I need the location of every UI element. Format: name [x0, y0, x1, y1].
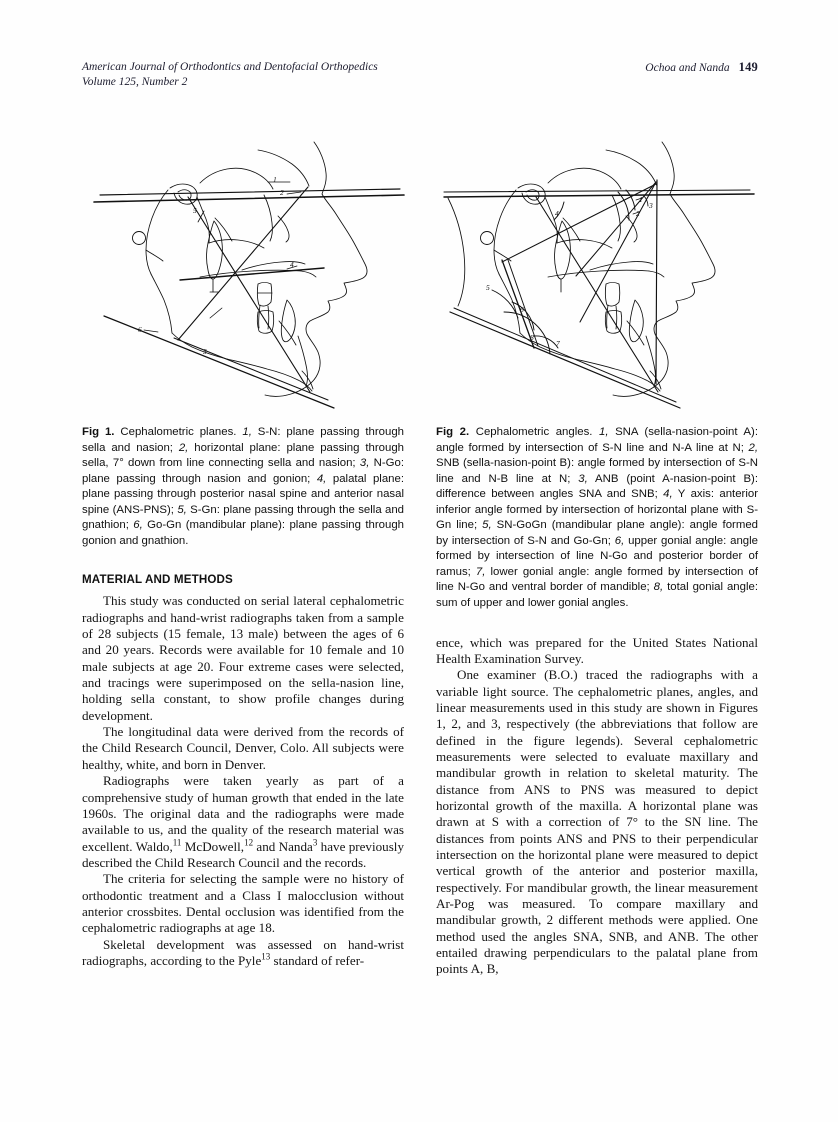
figure-2-angle-label-7: 7	[556, 339, 560, 348]
figure-2-angle-label-5: 5	[486, 283, 490, 292]
figure-2-angle-label-8: 8	[530, 333, 534, 342]
figure-1-plane-label-2: 2	[280, 188, 284, 197]
figure-1-plane-label-6: 6	[138, 325, 142, 334]
authors-running-head: Ochoa and Nanda	[645, 62, 730, 74]
figure-2-angle-label-1: 1	[639, 195, 643, 204]
journal-title: American Journal of Orthodontics and Dentofacial Orthopedics	[82, 61, 378, 73]
figure-2-caption: Fig 2. Cephalometric angles. 1, SNA (sella-nasion-point A): angle formed by intersection of S-N line and N-A line at N; 2, SNB (sella-nasion-point B): angle formed by intersection of S-N line and N-B line at N; 3, ANB (point A-nasion-point B): difference between angles SNA and SNB; 4, Y axis: anterior inferior angle formed by intersection of horizontal plane with S-Gn line; 5, SN-GoGn (mandibular plane angle): angle formed by intersection of S-N and Go-Gn; 6, upper gonial angle: angle formed by intersection of line N-Go and posterior border of ramus; 7, lower gonial angle: angle formed by intersection of line N-Go and ventral border of mandible; 8, total gonial angle: sum of upper and lower gonial angles.	[436, 426, 758, 610]
paragraph: ence, which was prepared for the United States National Health Examination Survey.	[436, 634, 758, 666]
column-gap	[436, 612, 758, 635]
authors-and-page	[645, 60, 758, 76]
figure-2-angle-label-2: 2	[636, 209, 640, 218]
paragraph: One examiner (B.O.) traced the radiographs with a variable light source. The cephalometric planes, angles, and linear measurements used in this study are shown in Figures 1, 2, and 3, respectively (the abbreviations that follow are defined in the figure legends). Several cephalometric measurements were selected to evaluate maxillary and mandibular growth in relation to skeletal maturity. The distance from ANS to PNS was measured to depict horizontal growth of the maxilla. A horizontal plane was drawn at S with a correction of 7° to the SN line. The distances from points ANS and PNS to their perpendicular intersection on the horizontal plane were measured to depict vertical growth of the anterior and posterior maxilla, respectively. For mandibular growth, the linear measurement Ar-Pog was measured. To compare maxillary and mandibular growth, 2 different methods were applied. One method used the angles SNA, SNB, and ANB. The other entailed drawing perpendiculars to the palatal plane from points A, B,	[436, 667, 758, 977]
paragraph: Radiographs were taken yearly as part of a comprehensive study of human growth that ended in the late 1960s. The original data and the radiographs were made available to us, and the quality of the research material was excellent. Waldo,$^{11}$ McDowell,$^{12}$ and Nanda$^3$ have previously described the Child Research Council and the records.	[82, 773, 404, 870]
right-column	[436, 425, 758, 978]
paragraph: The longitudinal data were derived from the records of the Child Research Council, Denver, Colo. All subjects were healthy, white, and born in Denver.	[82, 724, 404, 772]
figure-1-image	[82, 140, 418, 415]
figure-1-caption: Fig 1. Cephalometric planes. 1, S-N: plane passing through sella and nasion; 2, horizontal plane: plane passing through sella, 7° down from line connecting sella and nasion; 3, N-Go: plane passing through nasion and gonion; 4, palatal plane: plane passing through posterior nasal spine and anterior nasal spine (ANS-PNS); 5, S-Gn: plane passing through the sella and gnathion; 6, Go-Gn (mandibular plane): plane passing through gonion and gnathion.	[82, 426, 405, 547]
running-head	[82, 60, 758, 89]
figure-1-plane-label-4: 4	[290, 260, 294, 269]
section-heading-material-and-methods: MATERIAL AND METHODS	[82, 573, 233, 587]
figure-2-image	[430, 140, 766, 415]
journal-title-block	[82, 60, 502, 89]
left-column	[82, 425, 404, 969]
paragraph: Skeletal development was assessed on hand-wrist radiographs, according to the Pyle$^{13}$ standard of refer-	[82, 936, 404, 968]
figure-1-plane-label-5: 5	[193, 206, 197, 215]
paragraph: The criteria for selecting the sample were no history of orthodontic treatment and a Class I malocclusion without anterior crossbites. Dental occlusion was identified from the cephalometric radiographs at age 18.	[82, 871, 404, 936]
figure-1-plane-label-1: 1	[273, 175, 277, 184]
figure-2-angle-label-4: 4	[555, 209, 559, 218]
figure-1-plane-label-3: 3	[203, 347, 207, 356]
figure-row	[82, 140, 758, 415]
paragraph: This study was conducted on serial lateral cephalometric radiographs and hand-wrist radiographs taken from a sample of 28 subjects (15 female, 13 male) between the ages of 6 and 20 years. Records were available for 10 female and 10 male subjects at age 20. Four extreme cases were selected, and tracings were superimposed on the sella-nasion line, holding sella constant, to show profile changes during development.	[82, 593, 404, 723]
figure-2-angle-label-6: 6	[520, 305, 524, 314]
figure-2-angle-label-3: 3	[649, 201, 653, 210]
page-number: 149	[738, 60, 758, 74]
journal-volume-issue: Volume 125, Number 2	[82, 75, 188, 88]
